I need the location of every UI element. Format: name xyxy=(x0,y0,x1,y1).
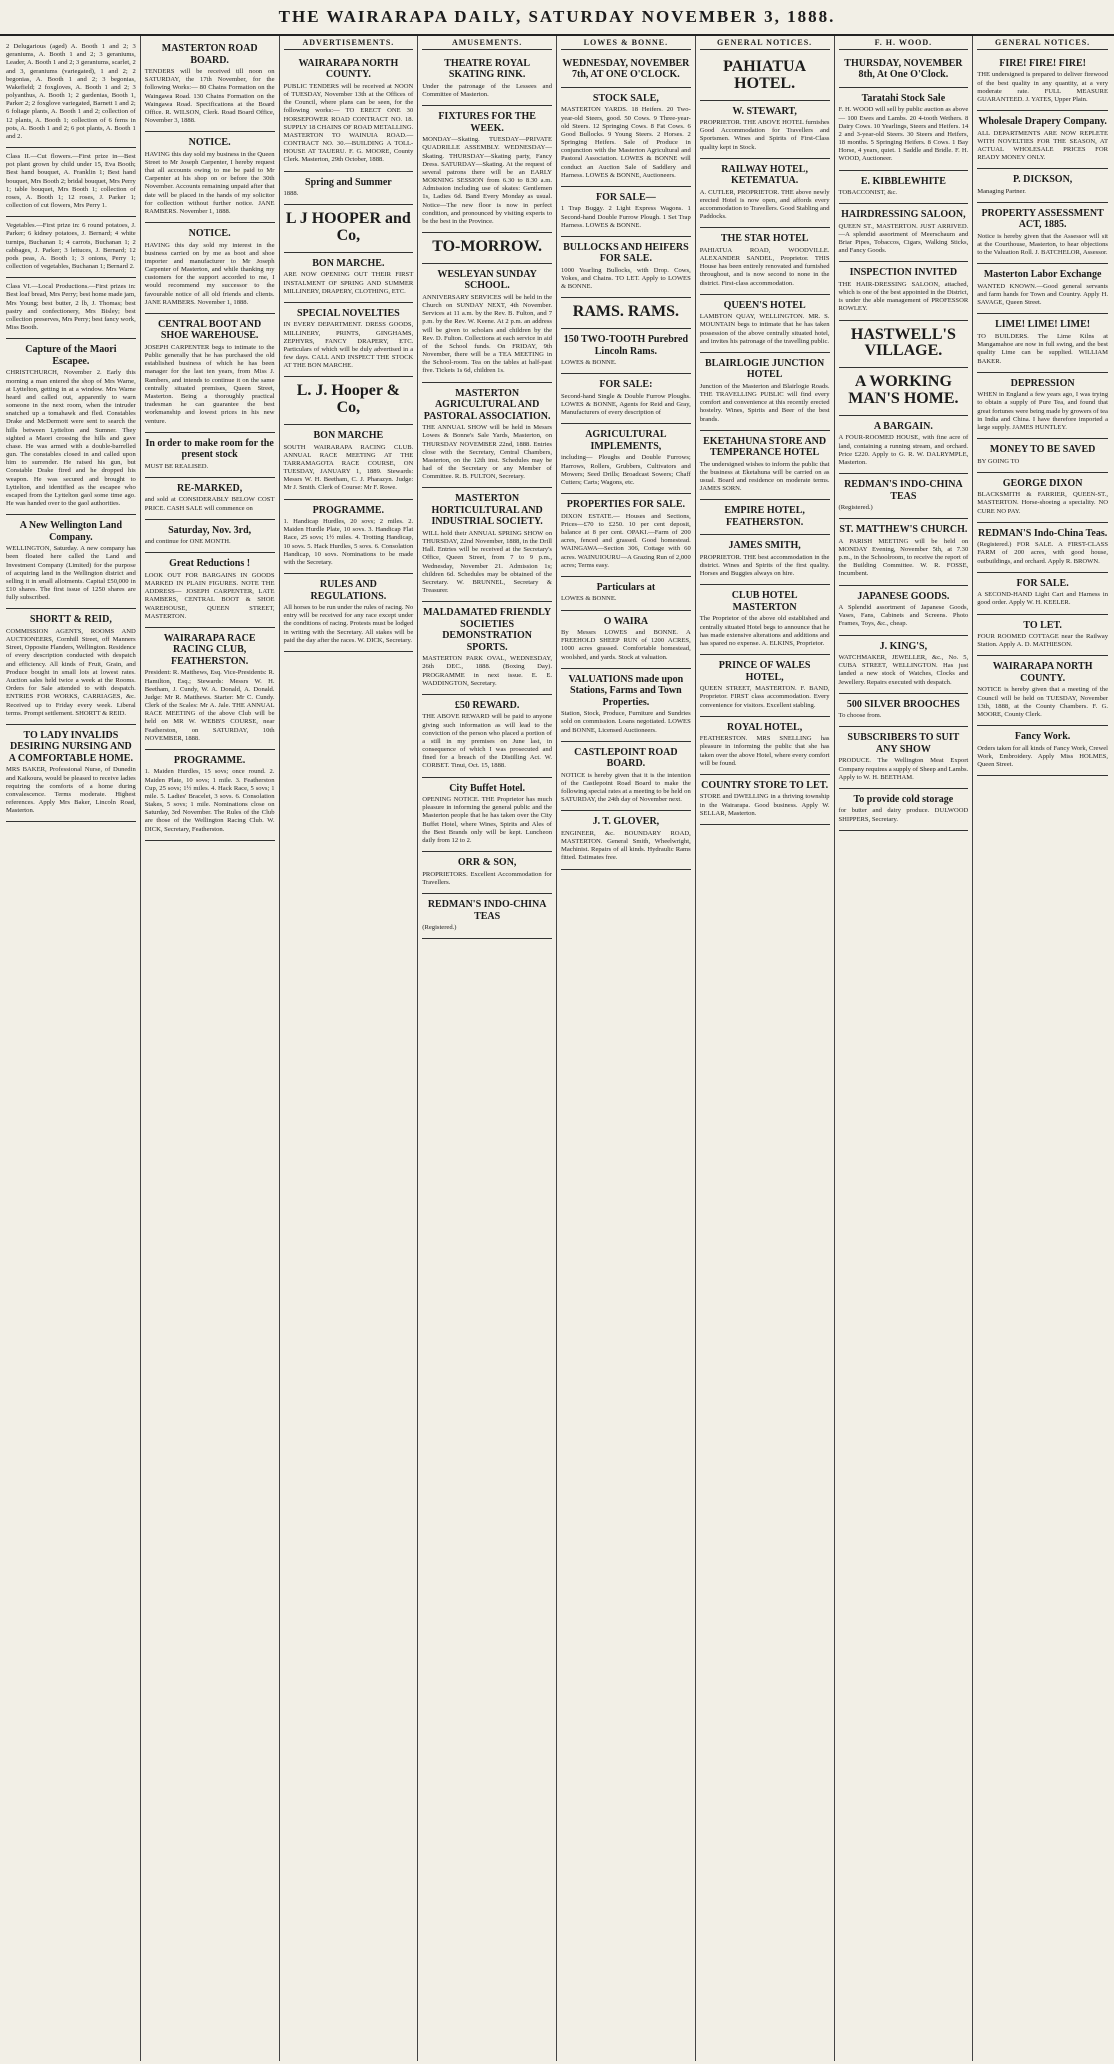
advertisement xyxy=(284,253,414,303)
ad-title: WAIRARAPA NORTH COUNTY. xyxy=(298,57,399,81)
ad-body: PROPRIETOR. THE ABOVE HOTEL furnishes Good Accommodation for Travellers and Sportsmen. Wines and Spirits of First-Class quality kept in Stock. xyxy=(699,119,830,151)
advertisement xyxy=(700,228,830,294)
ad-title: RAMS. RAMS. xyxy=(572,303,679,321)
ad-title: LIME! LIME! LIME! xyxy=(995,319,1091,331)
advertisement xyxy=(145,750,275,841)
ad-title: City Buffet Hotel. xyxy=(449,782,526,794)
advertisement xyxy=(839,262,969,320)
ad-title: BON MARCHE. xyxy=(312,257,385,269)
advertisement xyxy=(977,523,1108,573)
advertisement xyxy=(700,775,830,825)
ad-title: REDMAN'S INDO-CHINA TEAS xyxy=(844,479,963,502)
ad-body: PRODUCE. The Wellington Meat Export Company requires a supply of Sheep and Lambs. Apply to W. H. BEETHAM. xyxy=(838,757,969,781)
ad-title: RE-MARKED, xyxy=(176,482,243,494)
ad-body: (Registered.) xyxy=(422,924,457,931)
ad-title: COUNTRY STORE TO LET. xyxy=(701,779,829,791)
ad-title: WEDNESDAY, NOVEMBER 7th, AT ONE O'CLOCK. xyxy=(562,57,690,81)
ad-body: 1. Maiden Hurdles, 15 sovs; once round. 2. Maiden Plate, 10 sovs; 1 mile. 3. Featherston Cup, 25 sovs; 1½ miles. 4. Hack Race, 5 sovs; 1 mile. 5. Ladies' Bracelet, 3 sovs. 6. Consolation Stakes, 5 sovs; 1 mile. Nominations close on Saturday, 3rd November. The Rules of the Club are those of the Wellington Racing Club. W. DICK, Secretary, Featherston. xyxy=(144,768,275,833)
ad-title: E. KIBBLEWHITE xyxy=(860,175,946,187)
ad-body: Station, Stock, Produce, Furniture and Sundries sold on commission. Loans negotiated. LOWES and BONNE, Licensed Auctioneers. xyxy=(561,710,691,734)
ad-title: PROPERTY ASSESSMENT ACT, 1885. xyxy=(981,207,1104,231)
ad-title: Wholesale Drapery Company. xyxy=(978,116,1107,128)
ad-body: MONDAY—Skating. TUESDAY—PRIVATE QUADRILLE ASSEMBLY. WEDNESDAY—Skating. THURSDAY—Skating party, Fancy Dress. SATURDAY—Skating. At the request of several patrons there will be an EARLY MORNING SESSION from 6.30 to 8.30 a.m. Admission including use of skates: Gentlemen 1s, Ladies 6d. Band Every Monday as usual. Notice—The new floor is now in perfect condition, and pronounced by visiting experts to be the best in the Province. xyxy=(422,136,552,225)
ad-title: O WAIRA xyxy=(603,615,649,627)
ad-body: F. H. WOOD will sell by public auction as above— 100 Ewes and Lambs. 20 4-tooth Wethers. 8 Dairy Cows. 10 Yearlings, Steers and Heifers. 14 2 and 3-year-old Steers. 30 Steers and Heifers, 18 months. 5 Springing Heifers. 8 Cows. 1 Bay Horse, 4 years, quiet. 1 Saddle and Bridle. F. H. WOOD, Auctioneer. xyxy=(838,106,969,163)
ad-title: THE STAR HOTEL xyxy=(720,233,809,245)
column xyxy=(280,36,419,2061)
ad-title: JAPANESE GOODS. xyxy=(857,590,950,602)
ad-title: Spring and Summer xyxy=(305,176,392,188)
advertisement xyxy=(422,852,552,894)
column xyxy=(696,36,835,2061)
ad-title: MASTERTON HORTICULTURAL AND INDUSTRIAL SOCIETY. xyxy=(431,493,543,528)
ad-title: ST. MATTHEW'S CHURCH. xyxy=(839,524,968,536)
advertisement xyxy=(839,171,969,205)
ad-title: J. KING'S, xyxy=(879,640,928,652)
ad-title: PRINCE OF WALES HOTEL, xyxy=(718,660,811,683)
ad-title: THURSDAY, NOVEMBER 8th, At One O'Clock. xyxy=(844,57,963,81)
advertisement xyxy=(561,424,691,494)
ad-title: RAILWAY HOTEL, KETEMATUA. xyxy=(721,163,808,187)
ad-body: MASTERTON YARDS. 18 Heifers. 20 Two-year-old Steers, good. 50 Cows. 9 Three-year-old Steers. 12 Springing Cows. 8 Fat Cows. 6 Good Bullocks. 9 Young Steers. 2 Horses. 2 Springing Heifers. Sale of Produce in conjunction with the Masterton Agricultural and Pastoral Association. LOWES & BONNE will conduct an Auction Sale of Saddlery and Harness. LOWES & BONNE, Auctioneers. xyxy=(561,106,691,179)
newspaper-title: THE WAIRARAPA DAILY, SATURDAY NOVEMBER 3, 1888. xyxy=(278,7,836,26)
ad-title: BON MARCHE xyxy=(313,430,384,442)
ad-title: L. J. Hooper & Co, xyxy=(296,382,400,417)
ad-title: TO LET. xyxy=(1023,619,1062,631)
ad-title: To provide cold storage xyxy=(853,793,954,805)
advertisement xyxy=(839,474,969,519)
ad-body: Class II.—Cut flowers.—First prize in—Best pot plant grown by child under 15, Eva Booth; Best hand bouquet, A. Franklin 1; Best hand bouquet, Mrs Booth 2; bridal bouquet, Mrs Perry 1; table bouquet, Mrs Booth 1; collection of roses, A. Booth 1; 12 roses, J. Parker 1; collection of cut flowers, Mrs Perry 1. xyxy=(6,153,136,210)
ad-title: Capture of the Maori Escapee. xyxy=(25,344,117,367)
advertisement xyxy=(145,314,275,433)
ad-body: NOTICE is hereby given that it is the intention of the Castlepoint Road Board to make the following special rates at a meeting to be held on SATURDAY, the 24th day of November next. xyxy=(561,771,691,804)
ad-title: ORR & SON, xyxy=(457,857,517,869)
advertisement xyxy=(422,488,552,602)
ad-body: A Splendid assortment of Japanese Goods, Vases, Fans, Cabinets and Screens. Photo Frames, Toys, &c., cheap. xyxy=(838,604,969,628)
ad-body: All horses to be run under the rules of racing. No entry will be received for any race except under the conditions of racing. Protests must be lodged in writing with the Secretary. All stakes will be paid the day after the races. W. DICK, Secretary. xyxy=(283,604,414,644)
advertisement xyxy=(6,38,136,148)
ad-title: PROGRAMME. xyxy=(173,754,246,766)
advertisement xyxy=(700,53,830,101)
ad-body: The Proprietor of the above old established and centrally situated Hotel begs to announce that he has made extensive alterations and additions and has spared no expense. A. ELKINS, Proprietor. xyxy=(699,615,830,647)
ad-title: SUBSCRIBERS TO SUIT ANY SHOW xyxy=(847,732,960,755)
ad-title: A WORKING MAN'S HOME. xyxy=(848,373,959,408)
ad-title: GEORGE DIXON xyxy=(1002,477,1083,489)
ad-title: STOCK SALE, xyxy=(592,92,659,104)
ad-title: INSPECTION INVITED xyxy=(849,267,958,279)
ad-body: BY GOING TO xyxy=(977,457,1020,465)
ad-title: FOR SALE. xyxy=(1016,577,1069,589)
ad-title: A New Wellington Land Company. xyxy=(19,520,123,543)
advertisement xyxy=(700,585,830,655)
ad-body: BLACKSMITH & FARRIER, QUEEN-ST., MASTERTON. Horse-shoeing a speciality. NO CURE NO PAY. xyxy=(977,491,1108,515)
masthead xyxy=(0,0,1114,36)
advertisement xyxy=(700,500,830,535)
ad-body: 1 Trap Buggy. 2 Light Express Wagons. 1 Second-hand Double Furrow Plough. 1 Set Trap Harness. LOWES & BONNE. xyxy=(561,205,691,229)
ad-title: EKETAHUNA STORE AND TEMPERANCE HOTEL xyxy=(703,435,827,459)
ad-title: Great Reductions ! xyxy=(169,558,251,570)
advertisement xyxy=(422,383,552,489)
ad-title: MASTERTON ROAD BOARD. xyxy=(161,43,258,66)
ad-title: RULES AND REGULATIONS. xyxy=(310,579,387,602)
ad-body: Vegetables.—First prize in: 6 round potatoes, J. Parker; 6 kidney potatoes, J. Bernard; 4 white turnips, Buchanan 1; 4 carrots, Buchanan 1; 2 cabbages, J. Parker; 3 lettuces, J. Bernard; 12 pods peas, A. Booth 1; 3 onions, Perry 1; collection of vegetables, Buchanan 1; Bernard 2. xyxy=(6,222,136,271)
advertisement xyxy=(145,223,275,314)
ad-body: (Registered.) FOR SALE. A FIRST-CLASS FARM of 200 acres, with good house, outbuildings, and orchard. Apply R. BROWN. xyxy=(977,541,1108,565)
advertisement xyxy=(561,577,691,611)
ad-body: Second-hand Single & Double Furrow Ploughs. LOWES & BONNE, Agents for Reid and Gray, Manufacturers of every description of xyxy=(561,392,691,417)
ad-body: MUST BE REALISED. xyxy=(144,462,209,470)
ad-body: A PARISH MEETING will be held on MONDAY Evening, November 5th, at 7.30 p.m., in the Schoolroom, to receive the report of the Building Committee. W. R. FOSSE, Incumbent. xyxy=(838,537,969,578)
advertisement xyxy=(561,374,691,424)
ad-title: BULLOCKS AND HEIFERS FOR SALE. xyxy=(563,241,689,265)
ad-body: WANTED KNOWN.—Good general servants and farm hands for Town and Country. Apply H. SAVAGE, Queen Street. xyxy=(977,282,1108,307)
advertisement xyxy=(145,38,275,132)
ad-title: J. T. GLOVER, xyxy=(592,816,660,828)
advertisement xyxy=(6,609,136,724)
ad-body: NOTICE is hereby given that a meeting of the Council will be held on TUESDAY, November 13th, 1888, at the County Chambers. F. G. MOORE, County Clerk. xyxy=(977,686,1108,718)
ad-title: PAHIATUA HOTEL. xyxy=(723,57,807,92)
advertisement xyxy=(977,111,1108,169)
ad-body: PROPRIETORS. Excellent Accommodation for Travellers. xyxy=(422,870,552,886)
ad-title: AGRICULTURAL IMPLEMENTS, xyxy=(585,429,667,452)
ad-title: P. DICKSON, xyxy=(1012,174,1073,186)
advertisement xyxy=(839,88,969,171)
ad-body: 1888. xyxy=(283,190,299,198)
ad-body: DIXON ESTATE.— Houses and Sections, Prices—£70 to £250. 10 per cent deposit, balance at 8 per cent. OPAKI.—Farm of 200 acres, fenced and grassed. Good homestead. WAINGAWA—Section 306, Cottage with 60 acres. WAINUIOURU—A Grazing Run of 2,000 acres; Terms easy. xyxy=(561,512,691,569)
advertisement xyxy=(6,278,136,339)
ad-body: Class VI.—Local Productions.—First prizes in: Best loaf bread, Mrs Perry; best home made jam, Mrs Young; best butter, 2 lb, J. Thomas; best pastry and confectionery, Mrs Bisley; best collection preserves, Mrs Perry; best fancy work, Miss Booth. xyxy=(6,283,136,332)
ad-title: FIRE! FIRE! FIRE! xyxy=(999,57,1086,69)
ad-body: LOWES & BONNE. xyxy=(561,595,617,603)
ad-title: CASTLEPOINT ROAD BOARD. xyxy=(574,746,678,770)
advertisement xyxy=(700,717,830,775)
ad-body: STORE and DWELLING in a thriving township in the Wairarapa. Good business. Apply W. SELLAR, Masterton. xyxy=(699,793,830,817)
ad-title: EMPIRE HOTEL, FEATHERSTON. xyxy=(724,505,805,528)
advertisement xyxy=(284,303,414,378)
column xyxy=(418,36,557,2061)
advertisement xyxy=(700,101,830,159)
ad-title: NOTICE. xyxy=(188,137,231,149)
advertisement xyxy=(145,628,275,750)
ad-body: (Registered.) xyxy=(838,504,873,512)
advertisement xyxy=(977,656,1108,726)
ad-title: MONEY TO BE SAVED xyxy=(989,444,1096,456)
column-heading: GENERAL NOTICES. xyxy=(700,38,830,50)
advertisement xyxy=(839,727,969,789)
ad-title: PROPERTIES FOR SALE. xyxy=(566,499,686,511)
ad-title: CLUB HOTEL MASTERTON xyxy=(731,590,798,613)
ad-body: OPENING NOTICE. THE Proprietor has much pleasure in informing the general public and the Masterton people that he has taken over the City Buffet Hotel, where Wines, Spirits and Ales of the Best Brands only will be kept. Luncheon daily from 12 to 2. xyxy=(422,796,552,844)
advertisement xyxy=(839,789,969,831)
advertisement xyxy=(561,298,691,329)
advertisement xyxy=(561,237,691,299)
advertisement xyxy=(561,329,691,374)
ad-body: LAMBTON QUAY, WELLINGTON. MR. S. MOUNTAIN begs to intimate that he has taken possession of the above centrally situated hotel, and invites his patronage of the travelling public. xyxy=(699,313,830,345)
advertisement xyxy=(6,339,136,515)
ad-title: QUEEN'S HOTEL xyxy=(723,299,806,311)
ad-title: In order to make room for the present stock xyxy=(145,437,274,461)
ad-body: LOOK OUT FOR BARGAINS IN GOODS MARKED IN PLAIN FIGURES. NOTE THE ADDRESS— JOSEPH CARPENTER, LATE RAMBERS, CENTRAL BOOT & SHOE WAREHOUSE, QUEEN STREET, MASTERTON. xyxy=(144,571,275,620)
ad-body: ANNIVERSARY SERVICES will be held in the Church on SUNDAY NEXT, 4th November. Services at 11 a.m. by the Rev. B. Fulton, and 7 p.m. by the Rev. W. Keene. At 2 p.m. an address will be given to scholars and children by the Rev. D. Fulton. Collections at each service in aid of the School funds. On FRIDAY, 9th November, there will be a TEA MEETING in the School-room. Tea on the tables at half-past five. Tickets 1s 6d, children 1s. xyxy=(422,293,552,375)
advertisement xyxy=(145,132,275,223)
advertisement xyxy=(145,520,275,554)
ad-title: FOR SALE: xyxy=(599,379,653,391)
ad-body: JOSEPH CARPENTER begs to intimate to the Public generally that he has purchased the old established business of which he has been manager for the last ten years, from Miss J. Rambers, and intends to continue it on the same centrally situated premises, Queen Street, Masterton. Being a thoroughly practical tradesman he can guarantee the best workmanship and lowest prices in his new venture. xyxy=(144,343,275,425)
advertisement xyxy=(977,373,1108,439)
ad-body: WHEN in England a few years ago, I was trying to obtain a supply of Pure Tea, and found that great fortunes were being made by growers of tea in India and China. I have therefore imported a large supply. JAMES HUNTLEY. xyxy=(977,391,1108,431)
advertisement xyxy=(839,204,969,262)
advertisement xyxy=(977,439,1108,473)
column xyxy=(557,36,696,2061)
ad-body: The undersigned wishes to inform the public that the business at Eketahuna will be carried on as usual. Board and residence on moderate terms. JAMES SORN. xyxy=(699,460,830,493)
ad-title: L J HOOPER and Co, xyxy=(285,210,411,245)
ad-body: PAHIATUA ROAD, WOODVILLE. ALEXANDER SANDEL, Proprietor. THIS House has been entirely renovated and furnished throughout, and is now second to none in the district. First-class accommodation. xyxy=(699,246,830,287)
ad-body: SOUTH WAIRARAPA RACING CLUB. ANNUAL RACE MEETING AT THE TARRAMAGOTA RACE COURSE, ON TUESDAY, JANUARY 1, 1889. Stewards: Messrs W. H. Beetham, C. J. Pharazyn. Judge: Mr J. Smith. Clerk of Course: Mr F. Rowe. xyxy=(283,443,414,492)
ad-body: Orders taken for all kinds of Fancy Work, Crewel Work, Embroidery. Apply Miss HOLMES, Queen Street. xyxy=(977,744,1108,768)
ad-title: NOTICE. xyxy=(188,228,231,240)
advertisement xyxy=(700,655,830,717)
ad-title: HAIRDRESSING SALOON, xyxy=(841,209,966,221)
ad-body: A FOUR-ROOMED HOUSE, with fine acre of land, containing a running stream, and orchard. Price £220. Apply to G. R. W. DALRYMPLE, Masterton. xyxy=(838,434,969,466)
advertisement xyxy=(561,811,691,869)
ad-body: WELLINGTON, Saturday. A new company has been floated here called the Land and Investment Company (Limited) for the purpose of acquiring land in the Wellington district and selling it in small allotments. Capital £50,000 in £10 shares. The first issue of 1250 shares are fully subscribed. xyxy=(6,545,136,602)
advertisement xyxy=(977,573,1108,615)
advertisement xyxy=(839,416,969,474)
ad-body: MRS BAKER, Professional Nurse, of Dunedin and Kaikoura, would be pleased to receive ladies requiring the comforts of a home during convalescence. Terms moderate. Highest references. Apply Mrs Baker, Lincoln Road, Masterton. xyxy=(6,766,136,815)
advertisement xyxy=(561,53,691,88)
advertisement xyxy=(284,53,414,172)
column xyxy=(835,36,974,2061)
advertisement xyxy=(839,53,969,88)
column-heading: LOWES & BONNE. xyxy=(561,38,691,50)
ad-title: 500 SILVER BROOCHES xyxy=(846,698,960,710)
ad-title: THEATRE ROYAL SKATING RINK. xyxy=(444,57,531,81)
advertisement xyxy=(977,473,1108,523)
advertisement xyxy=(6,725,136,823)
ad-title: WAIRARAPA RACE RACING CLUB, FEATHERSTON. xyxy=(163,632,256,667)
ad-body: To choose from. xyxy=(838,712,882,720)
ad-body: HAVING this day sold my interest in the business carried on by me as boot and shoe importer and manufacturer to Mr Joseph Carpenter of Masterton, and while thanking my customers for the support accorded to me, I would recommend my successor to the favourable notice of all old friends and clients. JANE RAMBERS. November 1, 1888. xyxy=(144,241,275,306)
ad-title: Particulars at xyxy=(596,581,656,593)
ad-body: FOUR ROOMED COTTAGE near the Railway Station. Apply A. D. MATHIESON. xyxy=(977,633,1108,649)
ad-title: Saturday, Nov. 3rd, xyxy=(168,524,252,536)
column-heading: AMUSEMENTS. xyxy=(422,38,552,50)
advertisement xyxy=(561,494,691,577)
ad-body: MASTERTON PARK OVAL, WEDNESDAY, 26th DEC., 1888. (Boxing Day). PROGRAMME in next issue. E. E. WADDINGTON, Secretary. xyxy=(422,655,552,687)
advertisement xyxy=(561,187,691,237)
ad-body: WILL hold their ANNUAL SPRING SHOW on THURSDAY, 22nd November, 1888, in the Drill Hall. Entries will be received at the Secretary's Office, Queen Street, from 7 to 9 p.m., Wednesday, November 21. Admission 1s; children 6d. Schedules may be obtained of the Secretary. W. BRUNNEL, Secretary & Treasurer. xyxy=(422,529,552,595)
ad-body: ARE NOW OPENING OUT THEIR FIRST INSTALMENT OF SPRING AND SUMMER MILLINERY, DRAPERY, CLOTHING, ETC. xyxy=(283,271,414,295)
advertisement xyxy=(145,433,275,478)
ad-body: THE HAIR-DRESSING SALOON, attached, which is one of the best appointed in the District, is under the able management of PROFESSOR ROWLEY. xyxy=(838,280,969,313)
advertisement xyxy=(839,586,969,636)
advertisement xyxy=(700,353,830,431)
ad-title: MALDAMATED FRIENDLY SOCIETIES DEMONSTRATION SPORTS. xyxy=(423,607,552,653)
ad-body: QUEEN STREET, MASTERTON. F. BAND, Proprietor. FIRST class accommodation. Every convenience for visitors. Excellent stabling. xyxy=(699,685,830,709)
advertisement xyxy=(284,205,414,253)
ad-body: TENDERS will be received till noon on SATURDAY, the 17th November, for the following Works:— 80 Chains Formation on the Waingawa Road. 130 Chains Formation on the Waingawa Road. Specifications at the Board Office. R. WILSON, Clerk. Road Board Office, November 3, 1888. xyxy=(144,68,275,125)
advertisement xyxy=(700,535,830,585)
ad-title: TO-MORROW. xyxy=(432,238,543,256)
ad-body: for butter and dairy produce. DULWOOD SHIPPERS, Secretary. xyxy=(838,807,969,823)
ad-body: FEATHERSTON. MRS SNELLING has pleasure in informing the public that she has taken over the above Hotel, where every comfort will be found. xyxy=(699,735,830,767)
advertisement xyxy=(284,500,414,575)
ad-title: 150 TWO-TOOTH Purebred Lincoln Rams. xyxy=(563,334,689,357)
ad-body: By Messrs LOWES and BONNE. A FREEHOLD SHEEP RUN of 1200 ACRES, 1000 acres grassed. Comfortable homestead, woolshed, and yards. Stock at valuation. xyxy=(561,629,691,661)
ad-body: THE ANNUAL SHOW will be held in Messrs Lowes & Bonne's Sale Yards, Masterton, on THURSDAY NOVEMBER 22nd, 1888. Entries close with the Secretary, Central Chambers, Masterton, on the 12th inst. Schedules may be had of the Secretary or any Member of Committee. R. B. FULTON, Secretary. xyxy=(422,424,552,481)
advertisement xyxy=(422,778,552,853)
advertisement xyxy=(145,553,275,628)
advertisement xyxy=(977,726,1108,776)
ad-body: Managing Partner. xyxy=(977,187,1026,195)
column-heading: GENERAL NOTICES. xyxy=(977,38,1108,50)
ad-body: ENGINEER, &c. BOUNDARY ROAD, MASTERTON. General Smith, Wheelwright, Machinist. Repairs of all kinds. Hydraulic Rams fitted. Estimates free. xyxy=(561,829,691,862)
ad-body: PUBLIC TENDERS will be received at NOON of TUESDAY, November 13th at the Offices of the Council, where plans can be seen, for the following works:— TO ERECT ONE 30 HORSEPOWER ROAD CONTRACT NO. 18. SUPPLY 18 CHAINS OF ROAD METALLING. MASTERTON TO WAINUIA ROAD.—CONTRACT NO. 30.—BUILDING A TOLL-HOUSE AT TAUERU. F. G. MOORE, County Clerk. Masterton, 29th October, 1888. xyxy=(283,82,414,164)
ad-body: and sold at CONSIDERABLY BELOW COST PRICE. CASH SALE will commence on xyxy=(144,496,275,512)
ad-title: WAIRARAPA NORTH COUNTY. xyxy=(992,661,1093,684)
advertisement xyxy=(422,894,552,939)
advertisement xyxy=(284,425,414,500)
ad-body: WATCHMAKER, JEWELLER, &c., No. 5, CUBA STREET, WELLINGTON. Has just landed a new stock of Watches, Clocks and Jewellery. Repairs executed with despatch. xyxy=(838,654,969,686)
ad-body: and continue for ONE MONTH. xyxy=(144,538,231,546)
advertisement xyxy=(6,148,136,217)
ad-body: 2 Delugarious (aged) A. Booth 1 and 2; 3 geraniums, A. Booth 1 and 2; 3 geraniums, Leader, A. Booth 1 and 2; 3 geraniums, scarlet, 2 and 3, geraniums (variegated), 1 and 2; 2 begonias, A. Booth 1 and 2; 3 begonias, Wakefield; 2 foxgloves, A. Booth 1 and 2; 3 polyanthus, A. Booth 1; 2 gardenias, Booth 1, Parker 2; 2 foxglove variegated, Barnett 1 and 2; 6 foliage plants, A. Booth 1 and 2; collection of 12 plants, A. Booth 1; collection of 6 ferns in pots, A. Booth 1 and 2; 6 pot plants, A. Booth 1 and 2. xyxy=(6,43,136,140)
ad-body: THE undersigned is prepared to deliver firewood of the best quality in any quantity, at a very moderate rate. FULL MEASURE GUARANTEED. J. YATES, Upper Plain. xyxy=(977,71,1108,103)
ad-title: JAMES SMITH, xyxy=(728,540,801,552)
ad-title: BLAIRLOGIE JUNCTION HOTEL xyxy=(705,357,825,381)
ad-title: WESLEYAN SUNDAY SCHOOL. xyxy=(437,268,537,292)
ad-body: TO BUILDERS. The Lime Kilns at Mangamahoe are now in full swing, and the best quality Lime can be supplied. WILLIAM BAKER. xyxy=(977,332,1108,365)
ad-title: DEPRESSION xyxy=(1010,377,1075,389)
advertisement xyxy=(839,694,969,728)
advertisement xyxy=(977,264,1108,314)
advertisement xyxy=(700,159,830,229)
column xyxy=(141,36,280,2061)
ad-body: CHRISTCHURCH, November 2. Early this morning a man entered the shop of Mrs Warne, at Lyttelton, getting in at a window. Mrs Warne heard and called out, apparently to warn someone in the next room, when the intruder snatched up a tomahawk and fled. Constables Drake and McDermott were sent to search the hills between Lyttelton and Sumner. They sighted a Maori crossing the hills and gave chase. He was armed with a double-barrelled gun. The constables closed in and called upon him to surrender. He raised his gun, but Constable Drake fired and he dropped his weapon. He was secured and brought to Lyttelton, and identified as the escapee who escaped from the Lyttelton gaol some time ago. He was handed over to the gaol authorities. xyxy=(6,369,136,508)
ad-title: VALUATIONS made upon Stations, Farms and Town Properties. xyxy=(568,673,684,708)
advertisement xyxy=(422,106,552,233)
advertisement xyxy=(561,88,691,187)
advertisement xyxy=(561,611,691,669)
ad-body: 1000 Yearling Bullocks, with Drop. Cows, Yokes, and Chains. TO LET. Apply to LOWES & BONNE. xyxy=(561,266,691,291)
ad-body: LOWES & BONNE. xyxy=(561,359,617,367)
ad-title: HASTWELL'S VILLAGE. xyxy=(850,325,956,360)
advertisement xyxy=(6,515,136,609)
ad-title: FIXTURES FOR THE WEEK. xyxy=(438,111,536,134)
ad-title: SHORTT & REID, xyxy=(29,614,112,626)
ad-title: SPECIAL NOVELTIES xyxy=(297,307,400,319)
ad-body: COMMISSION AGENTS, ROOMS AND AUCTIONEERS, Cornhill Street, off Manners Street, Opposite Flanders, Wellington. Residence of every description conducted with despatch and efficiency. All kinds of Fruit, Grain, and Produce bought in small lots at lowest rates. Auction sales held twice a week at the Rooms. Orders for Sale attended to with despatch. ENTRIES FOR WORKS, CARRIAGES, &c. Received up to Friday every week. Liberal terms. Prompt settlement. SHORTT & REID. xyxy=(6,627,136,717)
ad-body: Notice is hereby given that the Assessor will sit at the Courthouse, Masterton, to hear objections to the Valuation Roll. J. BATCHELOR, Assessor. xyxy=(977,232,1108,257)
ad-title: FOR SALE— xyxy=(596,191,656,203)
ad-body: HAVING this day sold my business in the Queen Street to Mr Joseph Carpenter, I hereby request that all accounts owing to me be paid to Mr Carpenter at his shop on or before the 30th November. Accounts remaining unpaid after that date will be placed in the hands of my solicitor for collection without further notice. JANE RAMBERS. November 1, 1888. xyxy=(144,150,275,215)
ad-title: REDMAN'S INDO-CHINA TEAS xyxy=(427,899,547,922)
advertisement xyxy=(422,602,552,695)
ad-body: TOBACCONIST, &c. xyxy=(838,189,898,197)
ad-title: Fancy Work. xyxy=(1014,731,1071,743)
advertisement xyxy=(284,172,414,206)
ad-body: A. CUTLER, PROPRIETOR. THE above newly erected Hotel is now open, and affords every accommodation to Travellers. Good Stabling and Paddocks. xyxy=(699,188,830,221)
advertisement xyxy=(422,264,552,383)
advertisement xyxy=(977,169,1108,203)
advertisement xyxy=(977,53,1108,111)
ad-title: Masterton Labor Exchange xyxy=(983,269,1102,281)
column xyxy=(2,36,141,2061)
advertisement xyxy=(561,669,691,742)
ad-body: including— Ploughs and Double Furrows; Harrows, Rollers, Grubbers, Cultivators and Mowers; Seed Drills; Broadcast Sowers; Chaff Cutters; Carts; Wagons, etc. xyxy=(561,454,691,486)
advertisement xyxy=(977,203,1108,265)
ad-body: PROPRIETOR. THE best accommodation in the district. Wines and Spirits of the first quality. Horses and Buggies always on hire. xyxy=(699,553,830,578)
advertisement xyxy=(977,314,1108,372)
advertisement xyxy=(839,519,969,585)
ad-title: MASTERTON AGRICULTURAL AND PASTORAL ASSOCIATION. xyxy=(423,387,551,422)
ad-body: THE ABOVE REWARD will be paid to anyone giving such information as will lead to the conviction of the person who placed a portion of a still in my premises on June last, in consequence of which I was prosecuted and fined for a breach of the Distilling Act. W. CORBET. Tinui, Oct. 15, 1888. xyxy=(422,713,552,770)
advertisement xyxy=(422,233,552,264)
ad-body: Junction of the Masterton and Blairlogie Roads. THE TRAVELLING PUBLIC will find every comfort and convenience at this recently erected hostelry. Wines, Spirits and Beer of the best brands. xyxy=(699,382,830,423)
ad-title: REDMAN'S Indo-China Teas. xyxy=(978,527,1108,539)
advertisement xyxy=(700,431,830,501)
ad-body: ALL DEPARTMENTS ARE NOW REPLETE WITH NOVELTIES FOR THE SEASON, AT ACTUAL WHOLESALE PRICES FOR READY MONEY ONLY. xyxy=(977,129,1108,162)
advertisement xyxy=(284,574,414,652)
advertisement xyxy=(839,636,969,694)
ad-body: Under the patronage of the Lessees and Committee of Masterton. xyxy=(422,82,552,99)
ad-title: ROYAL HOTEL, xyxy=(727,721,803,733)
advertisement xyxy=(284,377,414,425)
advertisement xyxy=(422,53,552,106)
ad-body: IN EVERY DEPARTMENT. DRESS GOODS, MILLINERY, PRINTS, GINGHAMS, ZEPHYRS, FANCY DRAPERY, ETC. Particulars of which will be duly advertised in a few days. CALL AND INSPECT THE STOCK AT THE BON MARCHE. xyxy=(283,321,414,370)
column-heading: ADVERTISEMENTS. xyxy=(284,38,414,50)
advertisement xyxy=(6,217,136,278)
ad-title: PROGRAMME. xyxy=(312,504,385,516)
ad-title: W. STEWART, xyxy=(732,105,797,117)
ad-body: President: R. Matthews, Esq. Vice-Presidents: R. Hamilton, Esq.; Stewards: Messrs W. H. Beetham, J. Cundy, W. A. Donald, A. Donald. Judge: Mr R. Matthews. Starter: Mr C. Cundy. Clerk of the Scales: Mr A. Jale. THE ANNUAL RACE MEETING of the above Club will be held on MR W. WEBB'S COURSE, near Featherston, on SATURDAY, 10th NOVEMBER, 1888. xyxy=(144,669,275,742)
column-heading: F. H. WOOD. xyxy=(839,38,969,50)
advertisement xyxy=(839,368,969,416)
newspaper-page xyxy=(0,36,1114,2061)
advertisement xyxy=(422,695,552,778)
ad-title: £50 REWARD. xyxy=(454,699,520,711)
ad-title: CENTRAL BOOT AND SHOE WAREHOUSE. xyxy=(158,318,262,342)
advertisement xyxy=(561,742,691,812)
column xyxy=(973,36,1112,2061)
advertisement xyxy=(145,478,275,520)
advertisement xyxy=(977,615,1108,657)
ad-body: 1. Handicap Hurdles, 20 sovs; 2 miles. 2. Maiden Hurdle Plate, 10 sovs. 3. Handicap Flat Race, 25 sovs; 1½ miles. 4. Trotting Handicap, 10 sovs. 5. Hack Hurdles, 5 sovs. 6. Consolation Handicap, 10 sovs. Nominations to be made with the Secretary. xyxy=(283,518,414,566)
ad-body: A SECOND-HAND Light Cart and Harness in good order. Apply W. H. KEELER. xyxy=(977,591,1108,607)
ad-title: Taratahi Stock Sale xyxy=(861,92,946,104)
ad-body: QUEEN ST., MASTERTON. JUST ARRIVED.—A splendid assortment of Meerschaum and Briar Pipes, Tobaccos, Cigars, Walking Sticks, and Fancy Goods. xyxy=(838,222,969,255)
ad-title: A BARGAIN. xyxy=(873,420,933,432)
advertisement xyxy=(700,295,830,353)
advertisement xyxy=(839,321,969,369)
ad-title: TO LADY INVALIDS DESIRING NURSING AND A COMFORTABLE HOME. xyxy=(8,729,133,764)
